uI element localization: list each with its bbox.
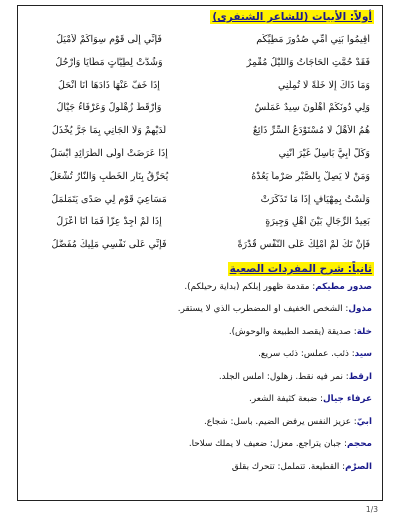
- definition-item: [24, 439, 374, 462]
- verse-line: [24, 80, 374, 103]
- definition-term: الصرْم: [345, 461, 372, 472]
- definition-item: [24, 417, 374, 440]
- verse-second-half: وَأَرْقَطُ زُهْلُولٌ وَعَرْفَاءُ جَيْأَلُ: [56, 102, 162, 114]
- verse-line: [24, 216, 374, 239]
- verse-first-half: وَكُلٌّ أَبِيٌّ بَاسِلٌ غَيْرَ أَنَّنِي: [278, 147, 370, 159]
- verse-second-half: إِذَا لَمْ أَجِدْ عِزّاً فَمَا أَنَا أَعْزَلُ: [56, 216, 162, 228]
- verse-first-half: أَقِيمُوا بَنِي أُمِّي صُدُورَ مَطِيِّكُم: [256, 34, 370, 45]
- verse-second-half: مَسَاعِيَ قَوْمٍ لِي صَدًى يَتَمَلْمَلُ: [51, 193, 167, 205]
- definition-item: [24, 349, 374, 372]
- definition-term: عرفاء جيأل: [323, 394, 372, 405]
- verse-line: [24, 125, 374, 148]
- section-heading-verses: [24, 10, 374, 24]
- verse-first-half: فَإِنْ تَكُ لَمْ أَمْلِكْ عَلَى النَّفْسِ قُدْرَةً: [237, 239, 370, 251]
- verse-second-half: وَشُدَّتْ لِطِيَّاتٍ مَطَايَا وَأَرْحُلُ: [55, 56, 163, 68]
- verse-line: [24, 102, 374, 125]
- definition-item: [24, 394, 374, 417]
- definition-item: [24, 327, 374, 350]
- definition-item: [24, 304, 374, 327]
- verse-line: [24, 148, 374, 171]
- document-frame: [17, 5, 383, 501]
- verse-first-half: وَلِي دُونَكُمْ أَهْلُونَ سِيدٌ عَمَلَّسٌ: [254, 102, 370, 114]
- verse-first-half: وَمَا ذَاكَ إِلَّا خَلَّةً لَا تُمِلُّنِي: [277, 79, 370, 91]
- definition-text: : مقدمة ظهور إبلكم (بداية رحيلكم).: [184, 281, 316, 292]
- verse-line: [24, 34, 374, 57]
- definition-text: : عزيز النفس يرفض الضيم. باسل: شجاع.: [203, 416, 357, 427]
- definition-term: محجم: [346, 439, 372, 450]
- definition-text: : القطيعة. تتململ: تتحرك بقلق: [231, 461, 346, 472]
- definition-term: ارقط: [348, 371, 372, 382]
- verse-line: [24, 194, 374, 217]
- verse-first-half: بَعِيدُ الرِّجَالِ بَيْنَ أَهْلٍ وَجِيرَةٍ: [265, 216, 370, 228]
- definition-text: : ضبعة كثيفة الشعر.: [249, 394, 324, 405]
- definition-text: : ذئب. عملس: ذئب سريع.: [258, 349, 355, 360]
- verse-first-half: وَلَسْتُ بِمِهْيَافٍ إِذَا مَا تَذَكَّرَتْ: [260, 193, 370, 205]
- verse-second-half: لَدَيْهِمْ وَلَا الجَانِي بِمَا جَرَّ يُخْذَلُ: [51, 125, 167, 137]
- verse-line: [24, 57, 374, 80]
- verse-first-half: هُمُ الأَهْلُ لَا مُسْتَوْدَعُ السِّرِّ ذَائِعٌ: [252, 125, 370, 137]
- verse-first-half: فَقَدْ حُمَّتِ الحَاجَاتُ وَاللَّيْلُ مُقْمِرٌ: [246, 56, 370, 68]
- verse-first-half: وَمَنْ لَا يَصِلْ بِالصَّبْرِ صَرْماً يَعُدْهُ: [251, 170, 370, 182]
- verse-second-half: فَإِنِّي إِلَى قَوْمٍ سِوَاكُمْ لَأَمْيَلُ: [56, 34, 162, 45]
- definition-term: صدور مطيكم: [315, 281, 372, 292]
- definition-text: : جبان يتراجع. معزل: ضعيف لا يملك سلاحاً.: [188, 439, 347, 450]
- verses-list: [24, 34, 374, 262]
- verse-second-half: يُحَرِّقُ بِنَارِ الخَطْبِ وَالنَّارُ تُشْعَلُ: [49, 170, 169, 182]
- verse-second-half: إِذَا عَرَضَتْ أُولَى الطَّرَائِدِ أَبْسَلُ: [50, 147, 168, 159]
- definition-item: [24, 282, 374, 305]
- verse-second-half: فَإِنِّي عَلَى نَفْسِي مَلِيكٌ مُفَضَّلُ: [51, 239, 167, 251]
- definition-term: خلة: [356, 326, 372, 337]
- definitions-list: [24, 282, 374, 485]
- verse-second-half: إِذَا خَفَّ عَنْهَا ذَادَهَا أَنَا أَنْحَلُ: [58, 79, 160, 91]
- definition-term: أبيّ: [356, 416, 372, 427]
- definition-text: : نمر فيه نقط. زهلول: أملس الجلد.: [218, 371, 349, 382]
- definition-term: سيد: [354, 349, 372, 360]
- document-content: [18, 6, 382, 484]
- verse-line: [24, 171, 374, 194]
- section-title: ثانياً: شرح المفردات الصعبة: [229, 262, 372, 275]
- definition-text: : صديقة (يقصد الطبيعة والوحوش).: [228, 326, 357, 337]
- definition-item: [24, 372, 374, 395]
- definition-item: [24, 462, 374, 485]
- page-number: 1/3: [365, 505, 378, 514]
- section-title: أولاً: الأبيات (للشاعر الشنفرى): [212, 11, 372, 23]
- definition-term: مذول: [348, 304, 372, 315]
- section-heading-vocabulary: [24, 262, 374, 276]
- definition-text: : الشخص الخفيف أو المضطرب الذي لا يستقر.: [177, 304, 349, 315]
- verse-line: [24, 239, 374, 262]
